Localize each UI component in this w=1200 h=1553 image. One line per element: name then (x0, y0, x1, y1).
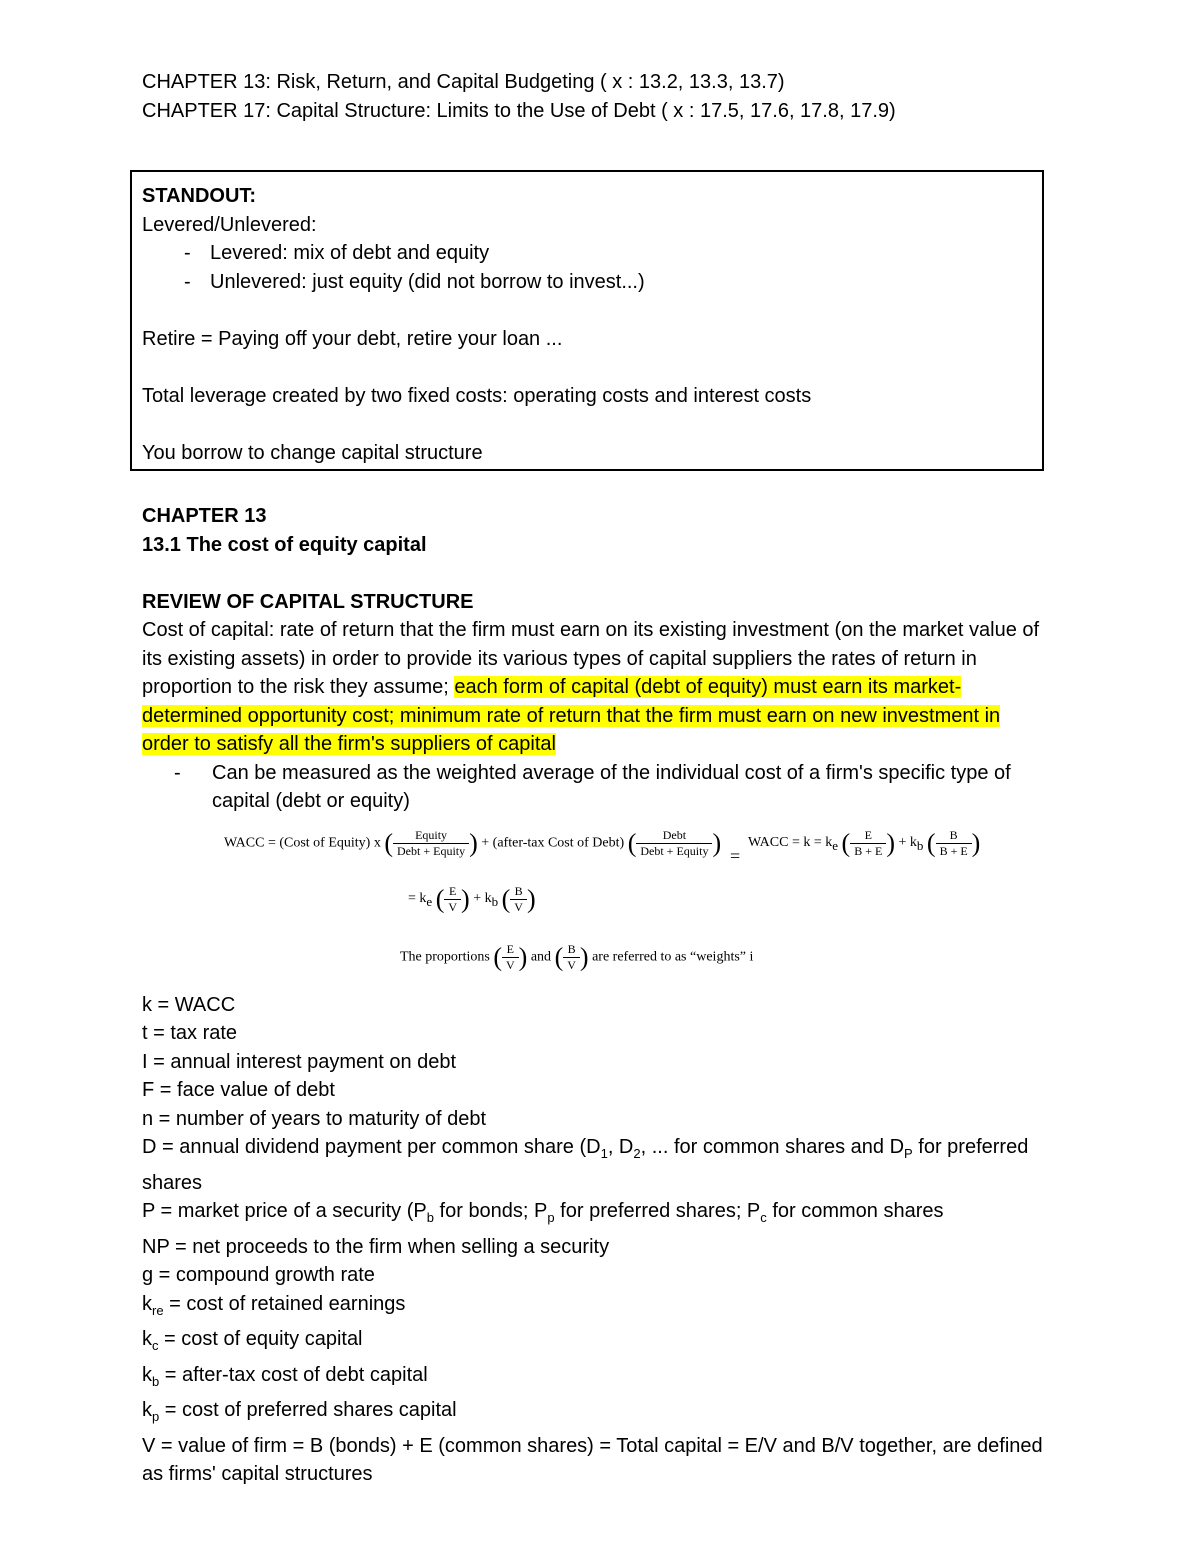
list-item: $k_c = \cos t$ of equity capital (142, 1328, 363, 1353)
section-title: 13.1 The cost of equity capital (142, 533, 427, 556)
list-item: D = annual dividend payment per common share ($D_1$, $D_2$, ... for common shares and $D_P$ for preferred shares (142, 1136, 1029, 1194)
list-item: - Unlevered: just equity (did not borrow to invest...) (184, 270, 645, 293)
formula-text: Debt + Equity (640, 843, 709, 858)
header-line-2: CHAPTER 17: Capital Structure: Limits to the Use of Debt ( x : 17.5, 17.6, 17.8, 17.9) (142, 99, 896, 122)
formula-text: V (448, 899, 458, 914)
review-title: REVIEW OF CAPITAL STRUCTURE (142, 590, 474, 613)
wacc-formula-image: WACC = (Cost of Equity) x ( $\frac{\text{Equity}}{\text{Debt + Equity}}$ ) + (after-tax Cost of Debt) ( $\frac{\text{Debt}}{\text{Debt + Equity}}$ ) = WACC = $k = k_e$ ( $\frac{E}{B + E}$ ) + $k_b$ ( $\frac{B}{B + E}$ ) = $k_e$ ( $\frac{E}{V}$ ) + $k_b$ ( $\frac{B}{V}$ ) The proportions ( $\frac{E}{V}$ ) and ( $\frac{B}{V}$ ) are referred to as “weights” i (224, 827, 981, 972)
chapter-title: CHAPTER 13 (142, 505, 267, 527)
list-item: P = market price of a security ($P_b$ for bonds; $P_p$ for preferred shares; $P_c$ for common shares (142, 1200, 944, 1225)
formula-text: E (502, 942, 519, 958)
formula-text: B (936, 828, 972, 844)
formula-text: + (after-tax Cost of Debt) (481, 835, 625, 851)
formula-text: B + E (854, 843, 883, 858)
formula-text: Debt + Equity (397, 843, 466, 858)
list-item: $k_p = \cos t$ of preferred shares capital (142, 1399, 457, 1424)
list-item: t = tax rate (142, 1022, 238, 1044)
formula-text: + $k_b$ (898, 835, 924, 854)
document-header (142, 68, 1052, 125)
highlighted-text: each form of capital (debt of equity) must earn its market-determined opportunity cost; minimum rate of return that the firm must earn on new investment in order to satisfy all the firm's suppliers of capital (142, 676, 1001, 755)
bullet-text: Levered: mix of debt and equity (210, 242, 490, 264)
bullet-text: Unlevered: just equity (did not borrow to invest...) (210, 270, 645, 293)
formula-text: V (567, 957, 576, 972)
formula-text: = $k_e$ (408, 891, 433, 910)
standout-subtitle: Levered/Unlevered: (142, 213, 317, 236)
variable-definitions (142, 991, 1047, 1489)
formula-text: B (510, 884, 527, 900)
list-item: - Levered: mix of debt and equity (184, 242, 490, 264)
list-item: I = annual interest payment on debt (142, 1050, 457, 1073)
formula-text: B (563, 942, 580, 958)
list-item: $k_b$ = after-tax cost of debt capital (142, 1363, 428, 1389)
formula-text: + $k_b$ (473, 891, 499, 910)
formula-text: V (506, 957, 515, 972)
formula-text: E (850, 828, 886, 844)
formula-text: = (730, 845, 741, 866)
formula-text: Debt (636, 828, 712, 844)
list-item: k = WACC (142, 993, 236, 1016)
cost-of-capital-paragraph (142, 616, 1047, 759)
formula-text: Equity (393, 828, 469, 844)
formula-text: V (514, 899, 523, 914)
list-item: NP = net proceeds to the firm when selling a security (142, 1235, 610, 1258)
formula-text: E (444, 884, 461, 900)
paragraph-text: Cost of capital: rate of return that the firm must earn on its existing investment (on the market value of its existing assets) in order to provide its various types of capital suppliers the rates of return in proportion to the risk they assume; (142, 619, 1040, 698)
list-item: F = face value of debt (142, 1079, 335, 1101)
formula-text: B + E (939, 843, 968, 858)
formula-text: The proportions (400, 949, 490, 965)
list-item: V = value of firm = B (bonds) + E (common shares) = Total capital = E/V and B/V together, are defined as firms' capital structures (142, 1434, 1043, 1485)
formula-text: and (530, 949, 552, 965)
standout-box (130, 170, 1044, 471)
formula-text: WACC = $k = k_e$ (748, 835, 839, 854)
list-item: - Can be measured as the weighted average of the individual cost of a firm's specific type of capital (debt or equity) (174, 761, 1011, 812)
bullet-text: Can be measured as the weighted average of the individual cost of a firm's specific type of capital (debt or equity) (212, 761, 1011, 812)
formula-text: are referred to as “weights” i (592, 949, 754, 965)
list-item: n = number of years to maturity of debt (142, 1107, 487, 1130)
standout-borrow: You borrow to change capital structure (142, 441, 483, 464)
list-item: $k_{re} = \cos t$ of retained earnings (142, 1292, 406, 1318)
standout-title: STANDOUT: (142, 185, 257, 207)
main-content (142, 502, 1062, 1489)
list-item: g = compound growth rate (142, 1264, 375, 1286)
formula-text: WACC = (Cost of Equity) x (224, 835, 381, 851)
standout-leverage: Total leverage created by two fixed costs: operating costs and interest costs (142, 384, 812, 407)
header-line-1: CHAPTER 13: Risk, Return, and Capital Budgeting ( x : 13.2, 13.3, 13.7) (142, 71, 785, 93)
standout-retire: Retire = Paying off your debt, retire your loan ... (142, 327, 563, 350)
